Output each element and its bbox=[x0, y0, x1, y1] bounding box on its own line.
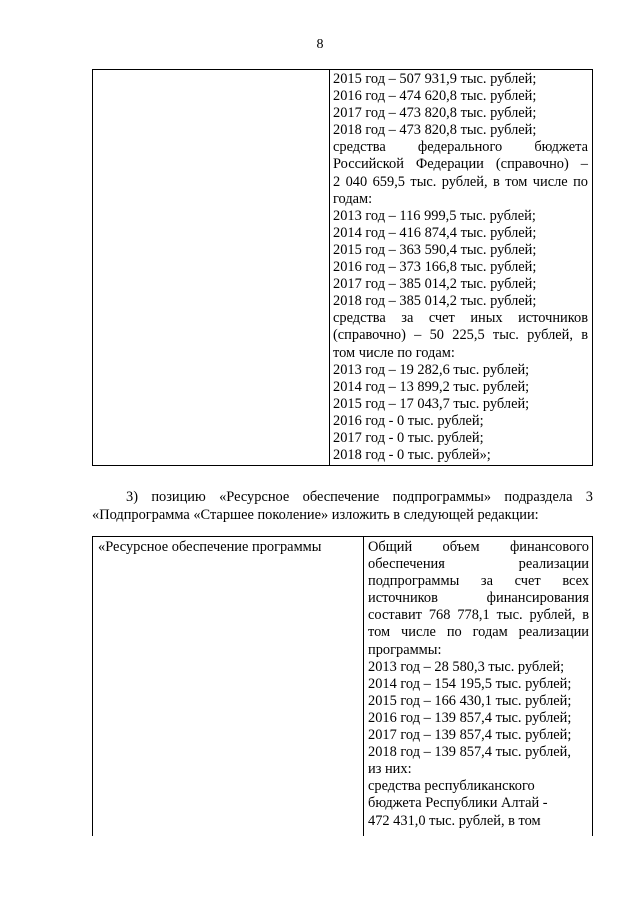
table-text-line: средства республиканского bbox=[368, 778, 535, 795]
table-text-line: том числе по годам: bbox=[333, 344, 455, 361]
budget-table-continued bbox=[92, 69, 593, 466]
column-divider bbox=[363, 537, 364, 836]
table-text-line: годам: bbox=[333, 190, 373, 207]
table-text-line: 2016 год – 139 857,4 тыс. рублей; bbox=[368, 709, 572, 726]
table-text-line: обеспечения реализации bbox=[368, 556, 589, 573]
table-text-line: 2017 год – 473 820,8 тыс. рублей; bbox=[333, 105, 537, 122]
table-text-line: 2016 год – 474 620,8 тыс. рублей; bbox=[333, 88, 537, 105]
table-text-line: 2016 год - 0 тыс. рублей; bbox=[333, 412, 484, 429]
column-divider bbox=[329, 70, 330, 465]
table-text-line: 2015 год – 363 590,4 тыс. рублей; bbox=[333, 241, 537, 258]
resource-label: «Ресурсное обеспечение программы bbox=[98, 539, 322, 555]
table-text-line: 2 040 659,5 тыс. рублей, в том числе по bbox=[333, 173, 588, 190]
table-text-line: Российской Федерации (справочно) – bbox=[333, 156, 588, 173]
table-text-line: бюджета Республики Алтай - bbox=[368, 795, 548, 812]
table-text-line: 2014 год – 13 899,2 тыс. рублей; bbox=[333, 378, 530, 395]
table-text-line: 2017 год – 385 014,2 тыс. рублей; bbox=[333, 276, 537, 293]
table-text-line: том числе по годам реализации bbox=[368, 624, 589, 641]
table-cell-label bbox=[98, 539, 358, 556]
table-text-line: составит 768 778,1 тыс. рублей, в bbox=[368, 607, 589, 624]
table-text-line: 2013 год – 28 580,3 тыс. рублей; bbox=[368, 658, 565, 675]
paragraph-line: «Подпрограмма «Старшее поколение» изложить в следующей редакции: bbox=[92, 507, 539, 523]
table-text-line: 2017 год – 139 857,4 тыс. рублей; bbox=[368, 727, 572, 744]
table-text-line: 2013 год – 116 999,5 тыс. рублей; bbox=[333, 207, 536, 224]
table-text-line: 2016 год – 373 166,8 тыс. рублей; bbox=[333, 259, 537, 276]
resource-table bbox=[92, 536, 593, 836]
table-text-line: 2015 год – 507 931,9 тыс. рублей; bbox=[333, 71, 537, 87]
table-text-line: Общий объем финансового bbox=[368, 539, 589, 555]
table-text-line: (справочно) – 50 225,5 тыс. рублей, в bbox=[333, 327, 588, 344]
table-text-line: 2015 год – 17 043,7 тыс. рублей; bbox=[333, 395, 530, 412]
table-text-line: 2018 год - 0 тыс. рублей»; bbox=[333, 447, 491, 464]
table-text-line: программы: bbox=[368, 641, 442, 658]
table-text-line: 2015 год – 166 430,1 тыс. рублей; bbox=[368, 692, 572, 709]
table-text-line: 2014 год – 154 195,5 тыс. рублей; bbox=[368, 675, 572, 692]
table-text-line: 472 431,0 тыс. рублей, в том bbox=[368, 812, 541, 829]
page-number: 8 bbox=[316, 37, 324, 52]
amendment-paragraph bbox=[92, 488, 593, 524]
table-text-line: 2018 год – 473 820,8 тыс. рублей; bbox=[333, 122, 537, 139]
table-text-line: 2018 год – 385 014,2 тыс. рублей; bbox=[333, 293, 537, 310]
paragraph-line: 3) позицию «Ресурсное обеспечение подпрограммы» подраздела 3 bbox=[126, 489, 593, 505]
table-text-line: из них: bbox=[368, 761, 412, 778]
table-text-line: подпрограммы за счет всех bbox=[368, 573, 589, 590]
table-text-line: средства федерального бюджета bbox=[333, 139, 588, 156]
table-text-line: 2017 год - 0 тыс. рублей; bbox=[333, 429, 484, 446]
table-text-line: средства за счет иных источников bbox=[333, 310, 588, 327]
table-text-line: источников финансирования bbox=[368, 590, 589, 607]
table-text-line: 2013 год – 19 282,6 тыс. рублей; bbox=[333, 361, 530, 378]
table-cell-funding-details bbox=[368, 539, 589, 830]
table-cell-funding-details bbox=[333, 71, 588, 464]
table-text-line: 2014 год – 416 874,4 тыс. рублей; bbox=[333, 224, 537, 241]
table-text-line: 2018 год – 139 857,4 тыс. рублей, bbox=[368, 744, 571, 761]
